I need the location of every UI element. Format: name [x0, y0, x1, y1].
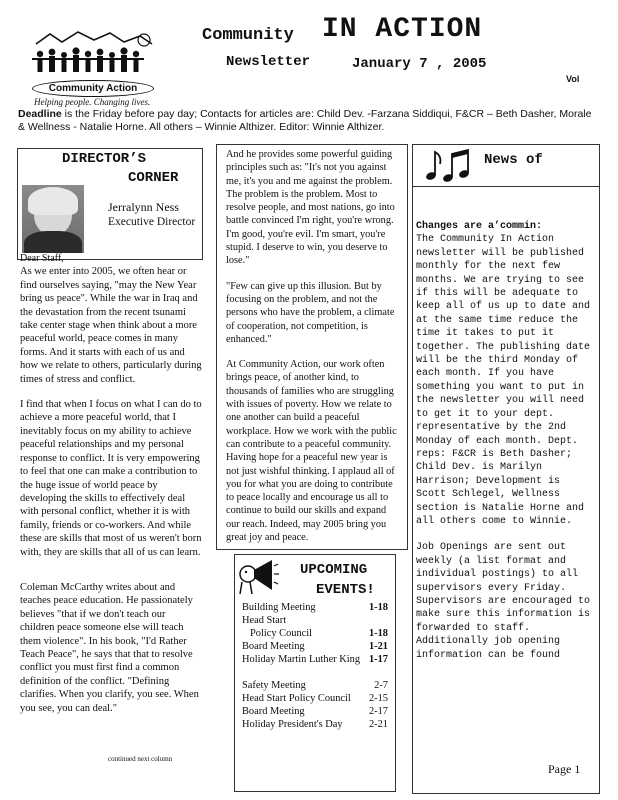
letter-paragraph-3: Coleman McCarthy writes about and teaches peace education. He passionately believes "that if we don't teach our children peace someone else will teach them violence". In his book, "I'd Rather Teach Peace", he says that that to resolve conflict you must first find a common definition of the conflict. "Defining clarifies. When you clarify, you see. When you see, you can deal." [20, 581, 199, 714]
director-portrait [22, 185, 84, 253]
news-title-divider [412, 186, 600, 187]
event-date: 2-21 [368, 719, 388, 730]
event-label: Head Start Policy Council [242, 693, 351, 704]
music-notes-icon [424, 148, 472, 184]
letter-paragraph-1: As we enter into 2005, we often hear or find ourselves saying, "may the New Year bring us peace". While the war in Iraq and the devastation from the recent tsunami take center stage when think about a more peaceful world, peace comes in many forms. And it starts with each of us and how we relate to others, particularly during times of stress and conflict. [20, 266, 202, 385]
director-name: Jerralynn Ness [108, 200, 179, 214]
event-item [242, 692, 388, 705]
deadline-line [18, 108, 598, 134]
volume-label: Vol [566, 74, 580, 84]
event-item [242, 705, 388, 718]
page-number: Page 1 [548, 762, 581, 776]
event-label: Head Start [242, 615, 287, 626]
issue-date: January 7 , 2005 [352, 56, 487, 72]
event-date: 2-17 [368, 706, 388, 717]
event-label: Holiday President's Day [242, 719, 343, 730]
logo-figures-icon [28, 30, 168, 82]
deadline-text: is the Friday before pay day; Contacts for articles are: Child Dev. -Farzana Siddiqui, F&CR – Beth Dasher, Morale & Wellness - Natalie Horne. All others – Winnie Althizer. Editor: Winnie Althizer. [18, 108, 592, 133]
middle-paragraph-1: And he provides some powerful guiding principles such as: "It's not you against me, it's you and me against the problem. The problem is the problem. Most to resolve people, and most nations, go into battle convinced I'm right, you're wrong. I'm good, you're evil. I'm smart, you're stupid. I deserve to win, you deserve to lose." [226, 149, 395, 267]
events-group-2 [242, 679, 388, 731]
deadline-bold: Deadline [18, 108, 62, 120]
news-paragraph-1: The Community In Action newsletter will be published monthly for the next few months. We are trying to see if this will be adequate to keep all of us up to date and at the same time reduce the time it takes to put it together. The publishing date will be the third Monday of each month. If you have something you want to put in the newsletter you will need to get it to your dept. representative by the 2nd Monday of each month. Dept. reps: F&CR is Beth Dasher; Child Dev. is Marilyn Harrison; Development is Scott Schlegel, Wellness section is Natalie Horne and all others come to Winnie. [416, 234, 591, 527]
event-item [242, 601, 388, 614]
news-body [416, 220, 596, 662]
title-in-action: IN ACTION [322, 14, 483, 45]
middle-paragraph-2: "Few can give up this illusion. But by focusing on the problem, and not the persons who have the problem, a climate of cooperation, not competition, is enhanced." [226, 280, 395, 345]
event-date: 2-7 [374, 680, 388, 691]
events-title-2: EVENTS! [316, 582, 375, 598]
event-item [242, 653, 388, 666]
letter-salutation: Dear Staff, [20, 253, 64, 264]
event-date: 2-15 [368, 693, 388, 704]
directors-title-1: DIRECTOR’S [62, 151, 147, 167]
event-date: 1-21 [368, 641, 388, 652]
news-title: News of [484, 152, 543, 168]
event-item [242, 640, 388, 653]
logo-name: Community Action [32, 80, 154, 97]
event-label: Safety Meeting [242, 680, 306, 691]
event-item [242, 718, 388, 731]
event-label: Building Meeting [242, 602, 316, 613]
continued-note: continued next column [108, 755, 173, 763]
event-item [242, 627, 388, 640]
logo-tagline: Helping people. Changing lives. [34, 97, 151, 107]
events-list [242, 601, 388, 731]
events-group-1 [242, 601, 388, 666]
news-paragraph-2: Job Openings are sent out weekly (a list format and individual postings) to all supervisors every Friday. Supervisors are encouraged to make sure this information is forwarded to staff. Additionally job opening information can be found [416, 542, 591, 661]
directors-title-2: CORNER [128, 170, 179, 186]
event-label: Holiday Martin Luther King [242, 654, 361, 665]
event-item [242, 679, 388, 692]
title-community: Community [202, 26, 294, 45]
community-action-logo [28, 30, 168, 110]
events-title-1: UPCOMING [300, 562, 368, 578]
directors-letter [20, 252, 202, 715]
megaphone-icon [236, 556, 280, 598]
event-date: 1-17 [368, 654, 388, 665]
event-label: Board Meeting [242, 706, 305, 717]
director-role: Executive Director [108, 216, 196, 228]
event-date: 1-18 [368, 602, 388, 613]
event-label: Board Meeting [242, 641, 305, 652]
middle-paragraph-3: At Community Action, our work often brings peace, of another kind, to thousands of families who are struggling with issues of poverty. How we relate to one another can build a peaceful workplace. How we work with the public can contribute to a peaceful community. Having hope for a peaceful new year is not just wishful thinking. I applaud all of you for what you are doing to contribute to peace locally and encourage us all to continue to build our skills and expand our reach. Indeed, may 2005 bring you great joy and peace. [226, 359, 397, 544]
event-item [242, 614, 388, 627]
middle-article [226, 148, 402, 544]
letter-paragraph-2: I find that when I focus on what I can do to achieve a more peaceful world, that I inevitably focus on my ability to achieve peaceful relationships and my personal response to conflict. It is very empowering to feel that one can make a contribution to the huge issue of world peace by developing the skills to effectively deal with personal conflict, whether it is with family, friends or co-workers. And while these are skills that most of us weren't born with, they are skills that all of us can learn. [20, 399, 202, 558]
news-heading: Changes are a’commin: [416, 221, 543, 232]
event-label: Policy Council [250, 628, 313, 639]
newsletter-label: Newsletter [226, 54, 311, 70]
event-date: 1-18 [368, 628, 388, 639]
